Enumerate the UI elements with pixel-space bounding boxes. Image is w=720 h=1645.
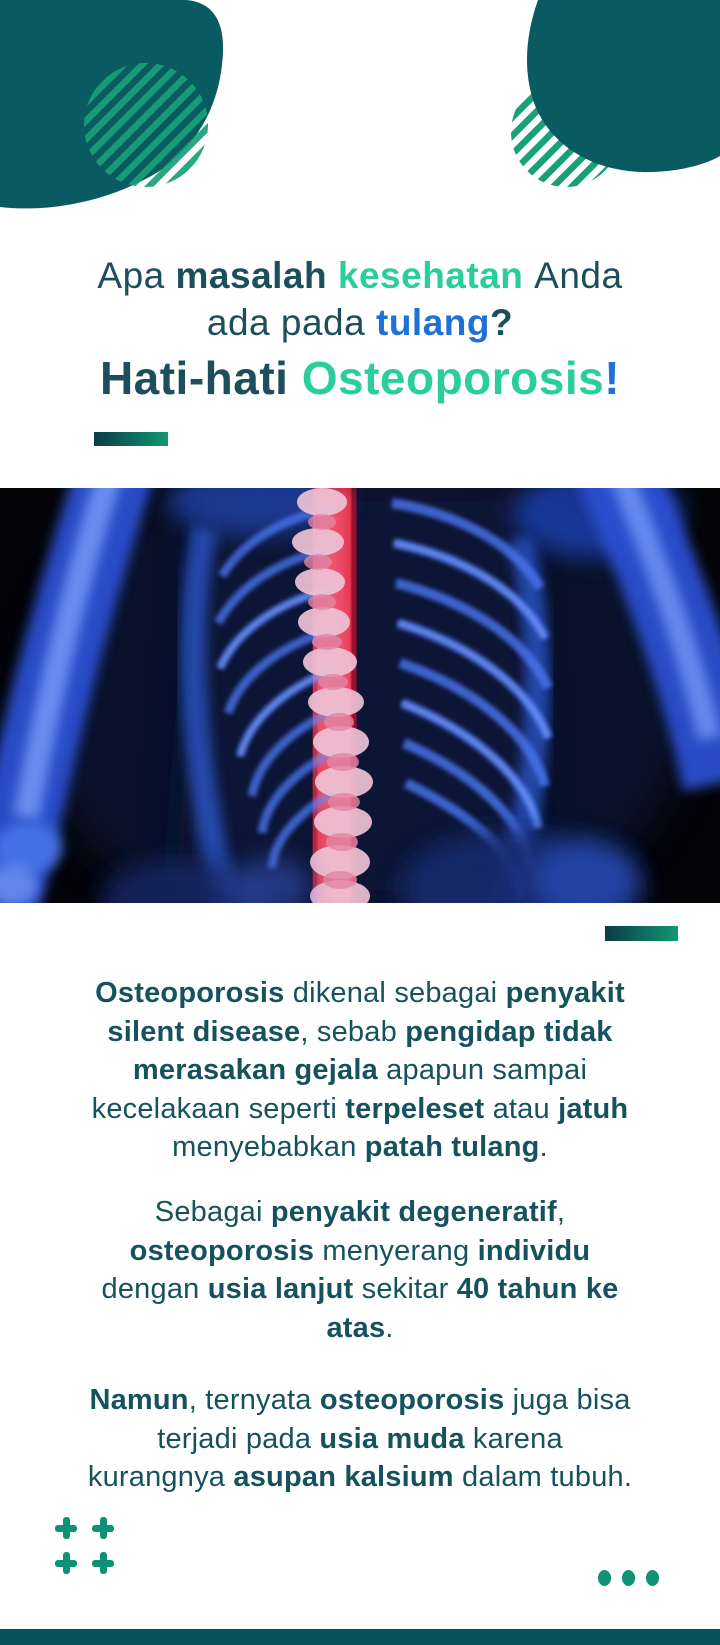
paragraph-young-age: Namun, ternyata osteoporosis juga bisa terjadi pada usia muda karena kurangnya asupan kalsium dalam tubuh. [87, 1384, 633, 1493]
title-line-1: Apa masalah kesehatan Anda [97, 255, 623, 296]
footer-bar [0, 1629, 720, 1645]
paragraph-silent-disease: Osteoporosis dikenal sebagai penyakit silent disease, sebab pengidap tidak merasakan gejala apapun sampai kecelakaan seperti terpeleset atau jatuh menyebabkan patah tulang. [91, 977, 629, 1163]
title-line-3: Hati-hati Osteoporosis! [99, 352, 621, 404]
plus-icon [55, 1552, 77, 1574]
dot-icon [598, 1570, 611, 1586]
dot-icon [622, 1570, 635, 1586]
dot-icon [646, 1570, 659, 1586]
divider-bar-right [605, 926, 678, 941]
xray-illustration [0, 488, 720, 903]
dots-decoration-group [598, 1570, 659, 1586]
header-decoration [0, 0, 720, 240]
plus-decoration-group [55, 1517, 114, 1574]
plus-icon [55, 1517, 77, 1539]
spine-xray-image [0, 488, 720, 903]
plus-icon [92, 1517, 114, 1539]
title-line-2: ada pada tulang? [206, 302, 514, 343]
page-title [0, 252, 720, 408]
paragraph-degenerative: Sebagai penyakit degeneratif, osteoporosis menyerang individu dengan usia lanjut sekitar 40 tahun ke atas. [101, 1196, 619, 1344]
divider-bar-left [94, 432, 168, 446]
striped-circle-left [84, 63, 208, 187]
plus-icon [92, 1552, 114, 1574]
